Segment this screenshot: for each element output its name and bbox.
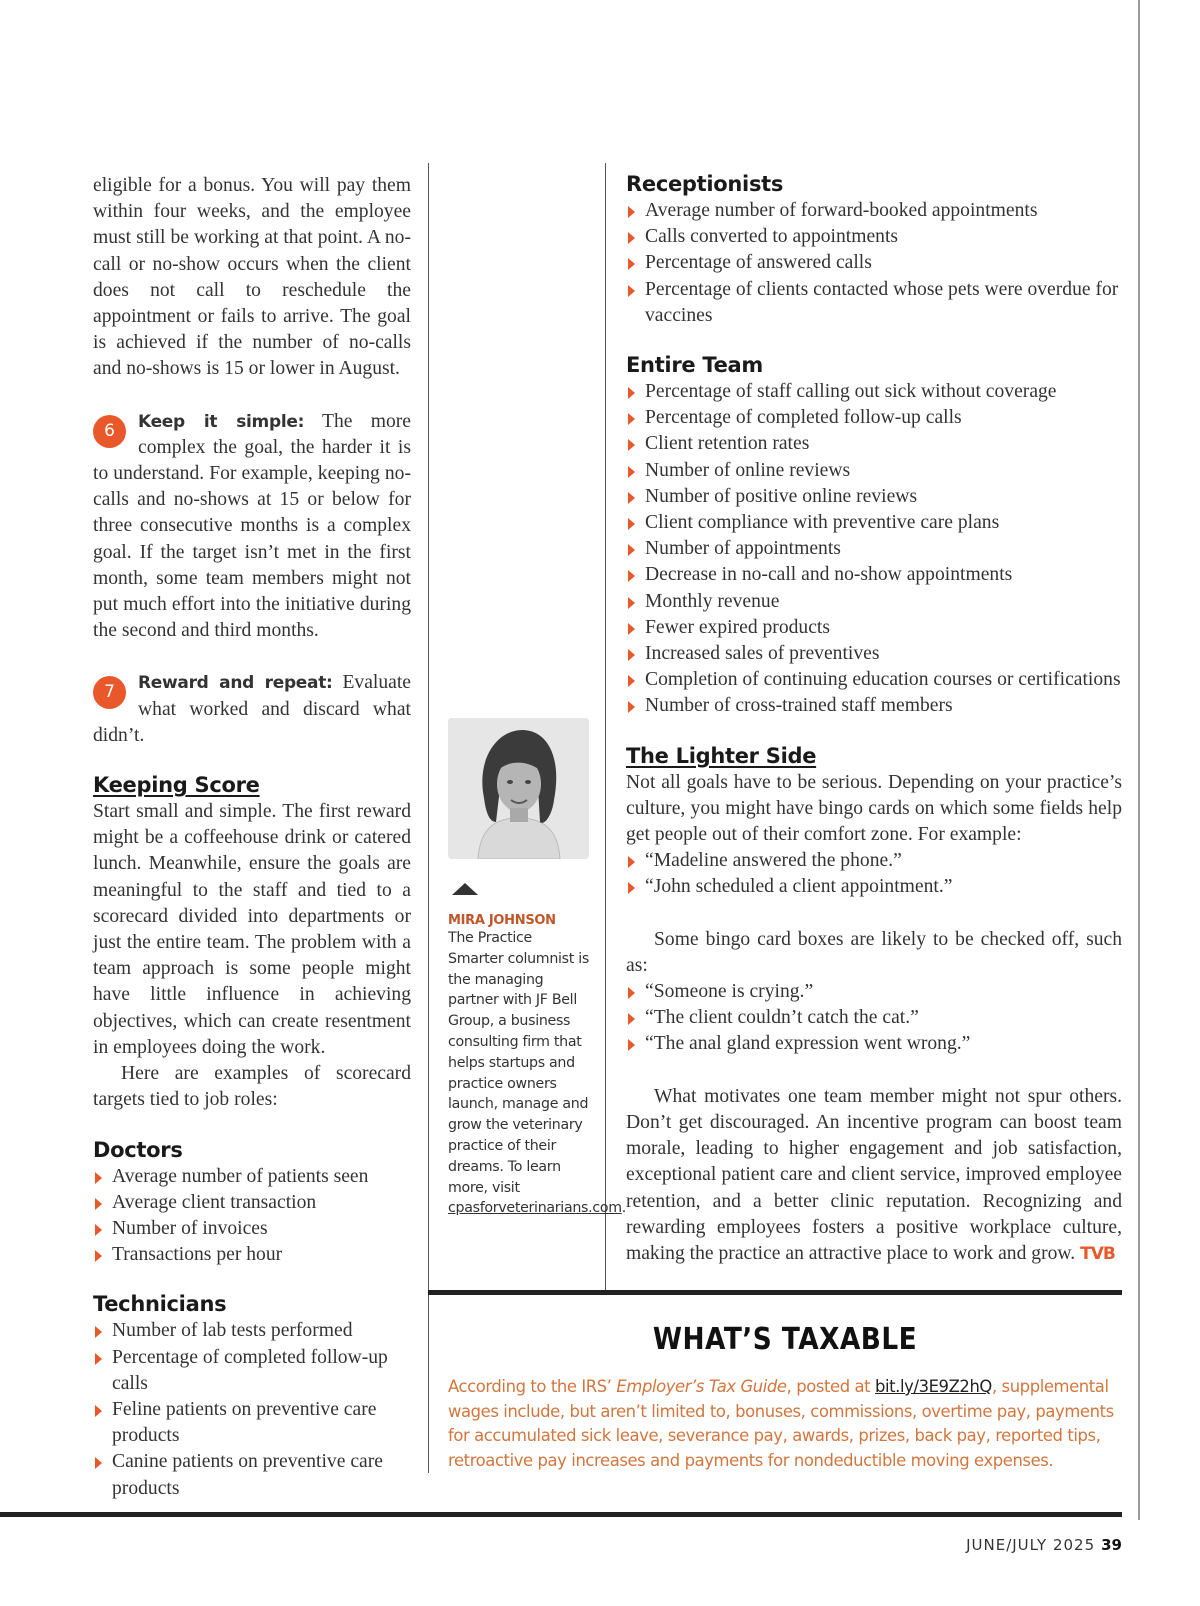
list-item: Feline patients on preventive care products [93, 1397, 391, 1449]
author-bio [448, 718, 626, 1219]
sidebar-top-rule [428, 1290, 1122, 1295]
lighter-side-heading: The Lighter Side [626, 743, 817, 768]
technicians-heading: Technicians [93, 1292, 227, 1317]
page-edge-line [1138, 0, 1140, 1520]
tip-6-text: The more complex the goal, the harder it is to understand. For example, keeping no-calls and no-shows at 15 or below for three consecutive months is a complex goal. If the target isn’t met in the first month, some team members might not put much effort into the initiative during the second and third months. [93, 410, 411, 642]
column-divider [428, 163, 429, 1473]
tax-text: According to the IRS’ [448, 1377, 617, 1396]
list-item: “The anal gland expression went wrong.” [626, 1031, 1122, 1057]
tip-6-lead: Keep it simple: [138, 411, 305, 432]
author-name: MIRA JOHNSON [448, 913, 556, 928]
list-item: Client retention rates [626, 431, 1122, 457]
tip-7-lead: Reward and repeat: [138, 673, 333, 694]
keeping-score-heading: Keeping Score [93, 773, 260, 798]
list-item: Number of online reviews [626, 458, 1122, 484]
page-number: 39 [1101, 1536, 1122, 1554]
list-item: Decrease in no-call and no-show appointments [626, 562, 1122, 588]
receptionists-heading: Receptionists [626, 172, 784, 196]
list-item: Completion of continuing education courses or certifications [626, 667, 1122, 693]
bio-website-link[interactable]: cpasforveterinarians.com [448, 1200, 622, 1217]
receptionists-list [626, 198, 1122, 329]
bio-period: . [621, 1200, 626, 1217]
author-photo [448, 718, 589, 859]
tax-text: , supplemental wages include, but aren’t limited to, bonuses, commissions, overtime pay, payments for accumulated sick leave, severance pay, awards, prizes, back pay, reported tips, retroactive pay increases and payments for nondeductible moving expenses. [448, 1377, 1114, 1470]
irs-link[interactable]: bit.ly/3E9Z2hQ [875, 1377, 992, 1396]
bingo-examples-list [626, 848, 1122, 900]
lighter-side-paragraph: Not all goals have to be serious. Depending on your practice’s culture, you might have bingo cards on which some fields help get people out of their comfort zone. For example: [626, 771, 1122, 846]
list-item: Percentage of answered calls [626, 250, 1122, 276]
list-item: Percentage of clients contacted whose pets were overdue for vaccines [626, 277, 1122, 329]
list-item: Average number of forward-booked appointments [626, 198, 1122, 224]
bingo-intro-paragraph: Some bingo card boxes are likely to be checked off, such as: [626, 928, 1122, 976]
list-item: Number of positive online reviews [626, 484, 1122, 510]
list-item: Percentage of staff calling out sick without coverage [626, 379, 1122, 405]
author-description [448, 928, 626, 1219]
page-bottom-rule [0, 1512, 1122, 1517]
list-item: Calls converted to appointments [626, 224, 1122, 250]
whats-taxable-title: WHAT’S TAXABLE [652, 1322, 918, 1357]
column-divider [605, 163, 606, 1293]
closing-text: What motivates one team member might not spur others. Don’t get discouraged. An incentive program can boost team morale, leading to higher engagement and job satisfaction, exceptional patient care and client service, improved employee retention, and a better clinic reputation. Recognizing and rewarding employees fosters a positive workplace culture, making the practice an attractive place to work and grow. [626, 1085, 1122, 1264]
list-item: Number of lab tests performed [93, 1318, 391, 1344]
list-item: “John scheduled a client appointment.” [626, 874, 1122, 900]
page-footer [900, 1536, 1122, 1554]
doctors-list [93, 1164, 411, 1269]
list-item: Client compliance with preventive care plans [626, 510, 1122, 536]
closing-paragraph [626, 1084, 1122, 1267]
list-item: Percentage of completed follow-up calls [626, 405, 1122, 431]
whats-taxable-body [448, 1375, 1122, 1473]
list-item: Average number of patients seen [93, 1164, 411, 1190]
list-item: Transactions per hour [93, 1242, 411, 1268]
author-portrait-image [448, 718, 589, 859]
list-item: “The client couldn’t catch the cat.” [626, 1005, 1122, 1031]
doctors-heading: Doctors [93, 1137, 183, 1162]
list-item: Increased sales of preventives [626, 641, 1122, 667]
list-item: Canine patients on preventive care products [93, 1449, 391, 1501]
list-item: Number of invoices [93, 1216, 411, 1242]
scorecard-intro: Here are examples of scorecard targets tied to job roles: [93, 1063, 411, 1111]
tip-7 [93, 670, 411, 749]
list-item: Percentage of completed follow-up calls [93, 1345, 391, 1397]
tip-6 [93, 409, 411, 645]
number-badge-7: 7 [93, 676, 126, 709]
list-item: Monthly revenue [626, 589, 1122, 615]
list-item: Number of appointments [626, 536, 1122, 562]
column-right [626, 170, 1122, 1267]
entire-team-heading: Entire Team [626, 353, 763, 378]
list-item: Average client transaction [93, 1190, 411, 1216]
bio-text: The Practice Smarter columnist is the managing partner with JF Bell Group, a business consulting firm that helps startups and practice owners launch, manage and grow the veterinary practice of their dreams. To learn more, visit [448, 930, 589, 1196]
tip-7-text: Evaluate what worked and discard what didn’t. [93, 672, 411, 746]
keeping-score-paragraph: Start small and simple. The first reward might be a coffeehouse drink or catered lunch. Meanwhile, ensure the goals are meaningful to the staff and tied to a scorecard divided into departments or just the entire team. The problem with a team approach is some people might have little influence in achieving objectives, which can create resentment in employees doing the work. [93, 801, 411, 1058]
entire-team-list [626, 379, 1122, 720]
number-badge-6: 6 [93, 415, 126, 448]
caret-up-icon [452, 883, 478, 895]
technicians-list [93, 1318, 411, 1501]
intro-paragraph: eligible for a bonus. You will pay them within four weeks, and the employee must still be working at that point. A no-call or no-show occurs when the client does not call to reschedule the appointment or fails to arrive. The goal is achieved if the number of no-calls and no-shows is 15 or lower in August. [93, 175, 411, 380]
whats-taxable-sidebar [448, 1322, 1122, 1473]
list-item: “Someone is crying.” [626, 979, 1122, 1005]
list-item: “Madeline answered the phone.” [626, 848, 1122, 874]
tax-text: , posted at [786, 1377, 875, 1396]
bingo-likely-list [626, 979, 1122, 1058]
list-item: Number of cross-trained staff members [626, 693, 1122, 719]
end-mark-logo: TVB [1080, 1243, 1115, 1264]
tax-guide-title: Employer’s Tax Guide [616, 1377, 787, 1396]
issue-date: JUNE/JULY 2025 [966, 1536, 1096, 1554]
column-left [93, 173, 411, 1502]
list-item: Fewer expired products [626, 615, 1122, 641]
